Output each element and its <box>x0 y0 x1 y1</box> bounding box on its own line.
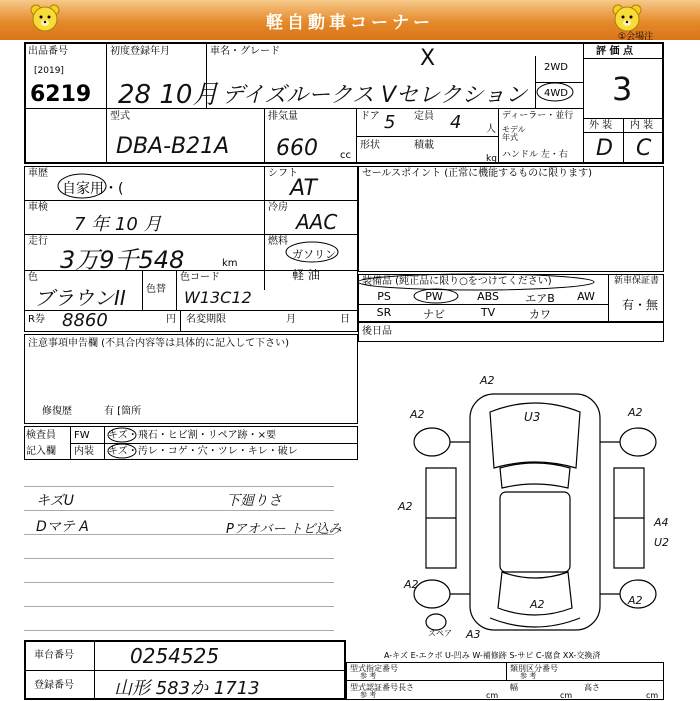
shift-label: シフト <box>268 168 298 179</box>
equip-sr: SR <box>376 306 392 319</box>
exterior-label: 外 装 <box>589 120 613 131</box>
handle-label: ハンドル 左・右 <box>502 150 568 160</box>
lot-number: 6219 <box>30 82 92 107</box>
notes-title: 注意事項申告欄 (不具合内容等は具体的に記入して下さい) <box>28 338 289 349</box>
note-left-1: キズU <box>36 493 74 509</box>
length-label: 長さ <box>398 683 414 692</box>
interior-checklist: キズ・汚レ・コゲ・穴・ツレ・キレ・破レ <box>108 446 298 457</box>
vehicle-value: 自家用・( <box>62 181 124 197</box>
warranty-value: 有・無 <box>622 298 659 312</box>
damage-u3: U3 <box>524 410 541 424</box>
door-label: ドア <box>360 111 380 122</box>
reg-value: 山形 583か 1713 <box>114 678 260 699</box>
ac-label: 冷房 <box>268 202 288 213</box>
damage-a3-rear: A3 <box>466 628 481 641</box>
kg-unit: kg <box>486 154 497 164</box>
cert-ref: 参 考 <box>360 672 377 680</box>
month-unit: 月 <box>286 314 296 325</box>
equipment-circle-icon <box>356 272 596 292</box>
banner-title: 軽自動車コーナー <box>266 13 434 33</box>
spare-tire-label: スペア <box>428 629 452 638</box>
cert-label: 型式指定番号 <box>350 664 398 673</box>
scratch-circle-icon <box>104 426 164 460</box>
person-unit: 人 <box>486 124 496 135</box>
width-unit: cm <box>560 691 573 700</box>
header-banner <box>0 0 700 40</box>
x-mark: X <box>420 46 436 71</box>
damage-a2-rear: A2 <box>530 598 545 611</box>
fuel-label: 燃料 <box>268 236 288 247</box>
color-label: 色 <box>28 272 38 283</box>
reg-label: 登録番号 <box>34 680 74 691</box>
inspection-label: 車検 <box>28 202 48 213</box>
grade-value: 3 <box>612 70 633 108</box>
petrol-circle-icon <box>284 240 340 264</box>
model-year-label: モデル 年式 <box>502 125 526 142</box>
capacity-value: 4 <box>450 112 462 133</box>
mileage-label: 走行 <box>28 236 48 247</box>
equip-tv: TV <box>480 306 496 319</box>
type-label: 型式 <box>110 111 130 122</box>
back-items-label: 後日品 <box>362 326 392 337</box>
pw-circle-icon <box>412 287 460 305</box>
damage-a2-front: A2 <box>480 374 495 387</box>
ac-value: AAC <box>296 210 338 234</box>
color-code-value: W13C12 <box>184 288 252 307</box>
interior-tag: 内装 <box>74 446 94 457</box>
mileage-value: 3万9千548 <box>60 246 185 274</box>
2wd-option: 2WD <box>544 62 568 73</box>
fuel-petrol: ガソリン <box>292 248 336 261</box>
equipment-title: 装備品 (純正品に限り○をつけてください) <box>362 276 552 287</box>
vehicle-label: 車歴 <box>28 168 48 179</box>
class-ref: 参 考 <box>520 672 537 680</box>
dealer-label: ディーラー・並行 <box>502 111 574 121</box>
load-label: 積載 <box>414 140 434 151</box>
chassis-label: 車台番号 <box>34 650 74 661</box>
door-value: 5 <box>384 112 396 133</box>
repair-value: 有 [箇所 <box>104 406 142 417</box>
selling-point-title: セールスポイント (正常に機能するものに限ります) <box>362 168 593 179</box>
inspector-label-1: 検査員 <box>26 430 56 441</box>
fuel-diesel: 軽 油 <box>292 268 320 282</box>
equip-leather: カワ <box>529 308 551 321</box>
type-value: DBA-B21A <box>116 134 230 159</box>
damage-legend: A-キズ E-エクボ U-凹み W-補修跡 S-サビ C-腐食 XX-交換済 <box>384 651 601 660</box>
inspection-value: 7 年 10 月 <box>74 214 162 235</box>
first-reg-value: 28 10月 <box>118 80 219 110</box>
grade-label: 評 価 点 <box>596 46 633 57</box>
damage-u2-right: U2 <box>654 536 670 549</box>
note-right-2: Pアオバー トビ込み <box>226 522 342 537</box>
color-code-label: 色コード <box>180 272 220 283</box>
cc-unit: cc <box>340 150 351 161</box>
day-unit: 日 <box>340 314 350 325</box>
height-label: 高さ <box>584 683 600 692</box>
damage-a2-front-left: A2 <box>410 408 425 421</box>
color-value: ブラウンII <box>34 286 126 310</box>
model-value: デイズルークス Vセレクション <box>222 83 528 108</box>
capacity-label: 定員 <box>414 111 434 122</box>
displacement-label: 排気量 <box>268 111 298 122</box>
warranty-label: 新車保証書 <box>614 276 660 286</box>
recycle-value: 8860 <box>62 310 108 331</box>
first-reg-label: 初度登録年月 <box>110 46 170 57</box>
type-cert-label: 型式認証番号 <box>350 683 398 692</box>
name-change-label: 名変期限 <box>186 314 226 325</box>
note-right-1: 下廻りさ <box>226 493 282 509</box>
width-label: 幅 <box>510 683 518 692</box>
interior-value: C <box>636 136 652 161</box>
damage-a4-right: A4 <box>654 516 669 529</box>
lot-label: 出品番号 <box>28 46 68 57</box>
damage-a2-rear-right: A2 <box>628 594 643 607</box>
equip-navi: ナビ <box>423 308 445 321</box>
selling-point-section <box>358 166 664 272</box>
year-badge: [2019] <box>34 66 64 76</box>
color-change-label: 色替 <box>146 284 166 295</box>
class-label: 類別区分番号 <box>510 664 558 673</box>
private-use-circle-icon <box>56 172 108 200</box>
damage-a2-left: A2 <box>398 500 413 513</box>
inspector-label-2: 記入欄 <box>26 446 56 457</box>
equip-ps: PS <box>377 290 391 303</box>
model-label: 車名・グレード <box>210 46 280 57</box>
damage-a2-rear-left: A2 <box>404 578 419 591</box>
note-left-2: Dマテ A <box>36 519 89 535</box>
exterior-value: D <box>596 136 613 161</box>
equip-abs: ABS <box>477 290 499 303</box>
equip-pw: PW <box>425 290 443 303</box>
interior-label: 内 装 <box>630 120 654 131</box>
height-unit: cm <box>646 691 659 700</box>
length-unit: cm <box>486 691 499 700</box>
displacement-value: 660 <box>276 136 318 161</box>
type-cert-ref: 参 考 <box>360 691 377 699</box>
back-items-section <box>358 322 664 342</box>
4wd-option: 4WD <box>544 88 568 99</box>
venue-note: ①会場注 <box>618 32 654 42</box>
chassis-value: 0254525 <box>130 644 220 668</box>
yen-unit: 円 <box>166 314 176 325</box>
damage-a2-front-right: A2 <box>628 406 643 419</box>
4wd-circle-icon <box>534 80 576 104</box>
equip-aw: AW <box>577 290 595 303</box>
equip-airbag: エアB <box>525 292 555 305</box>
repair-label: 修復歴 <box>42 406 72 417</box>
shift-value: AT <box>290 176 317 201</box>
recycle-label: R券 <box>28 314 45 325</box>
shape-label: 形状 <box>360 140 380 151</box>
km-unit: km <box>222 258 238 269</box>
fw-checklist: キズ・飛石・ヒビ割・リペア跡・×要 <box>108 430 276 441</box>
fw-tag: FW <box>74 430 90 441</box>
